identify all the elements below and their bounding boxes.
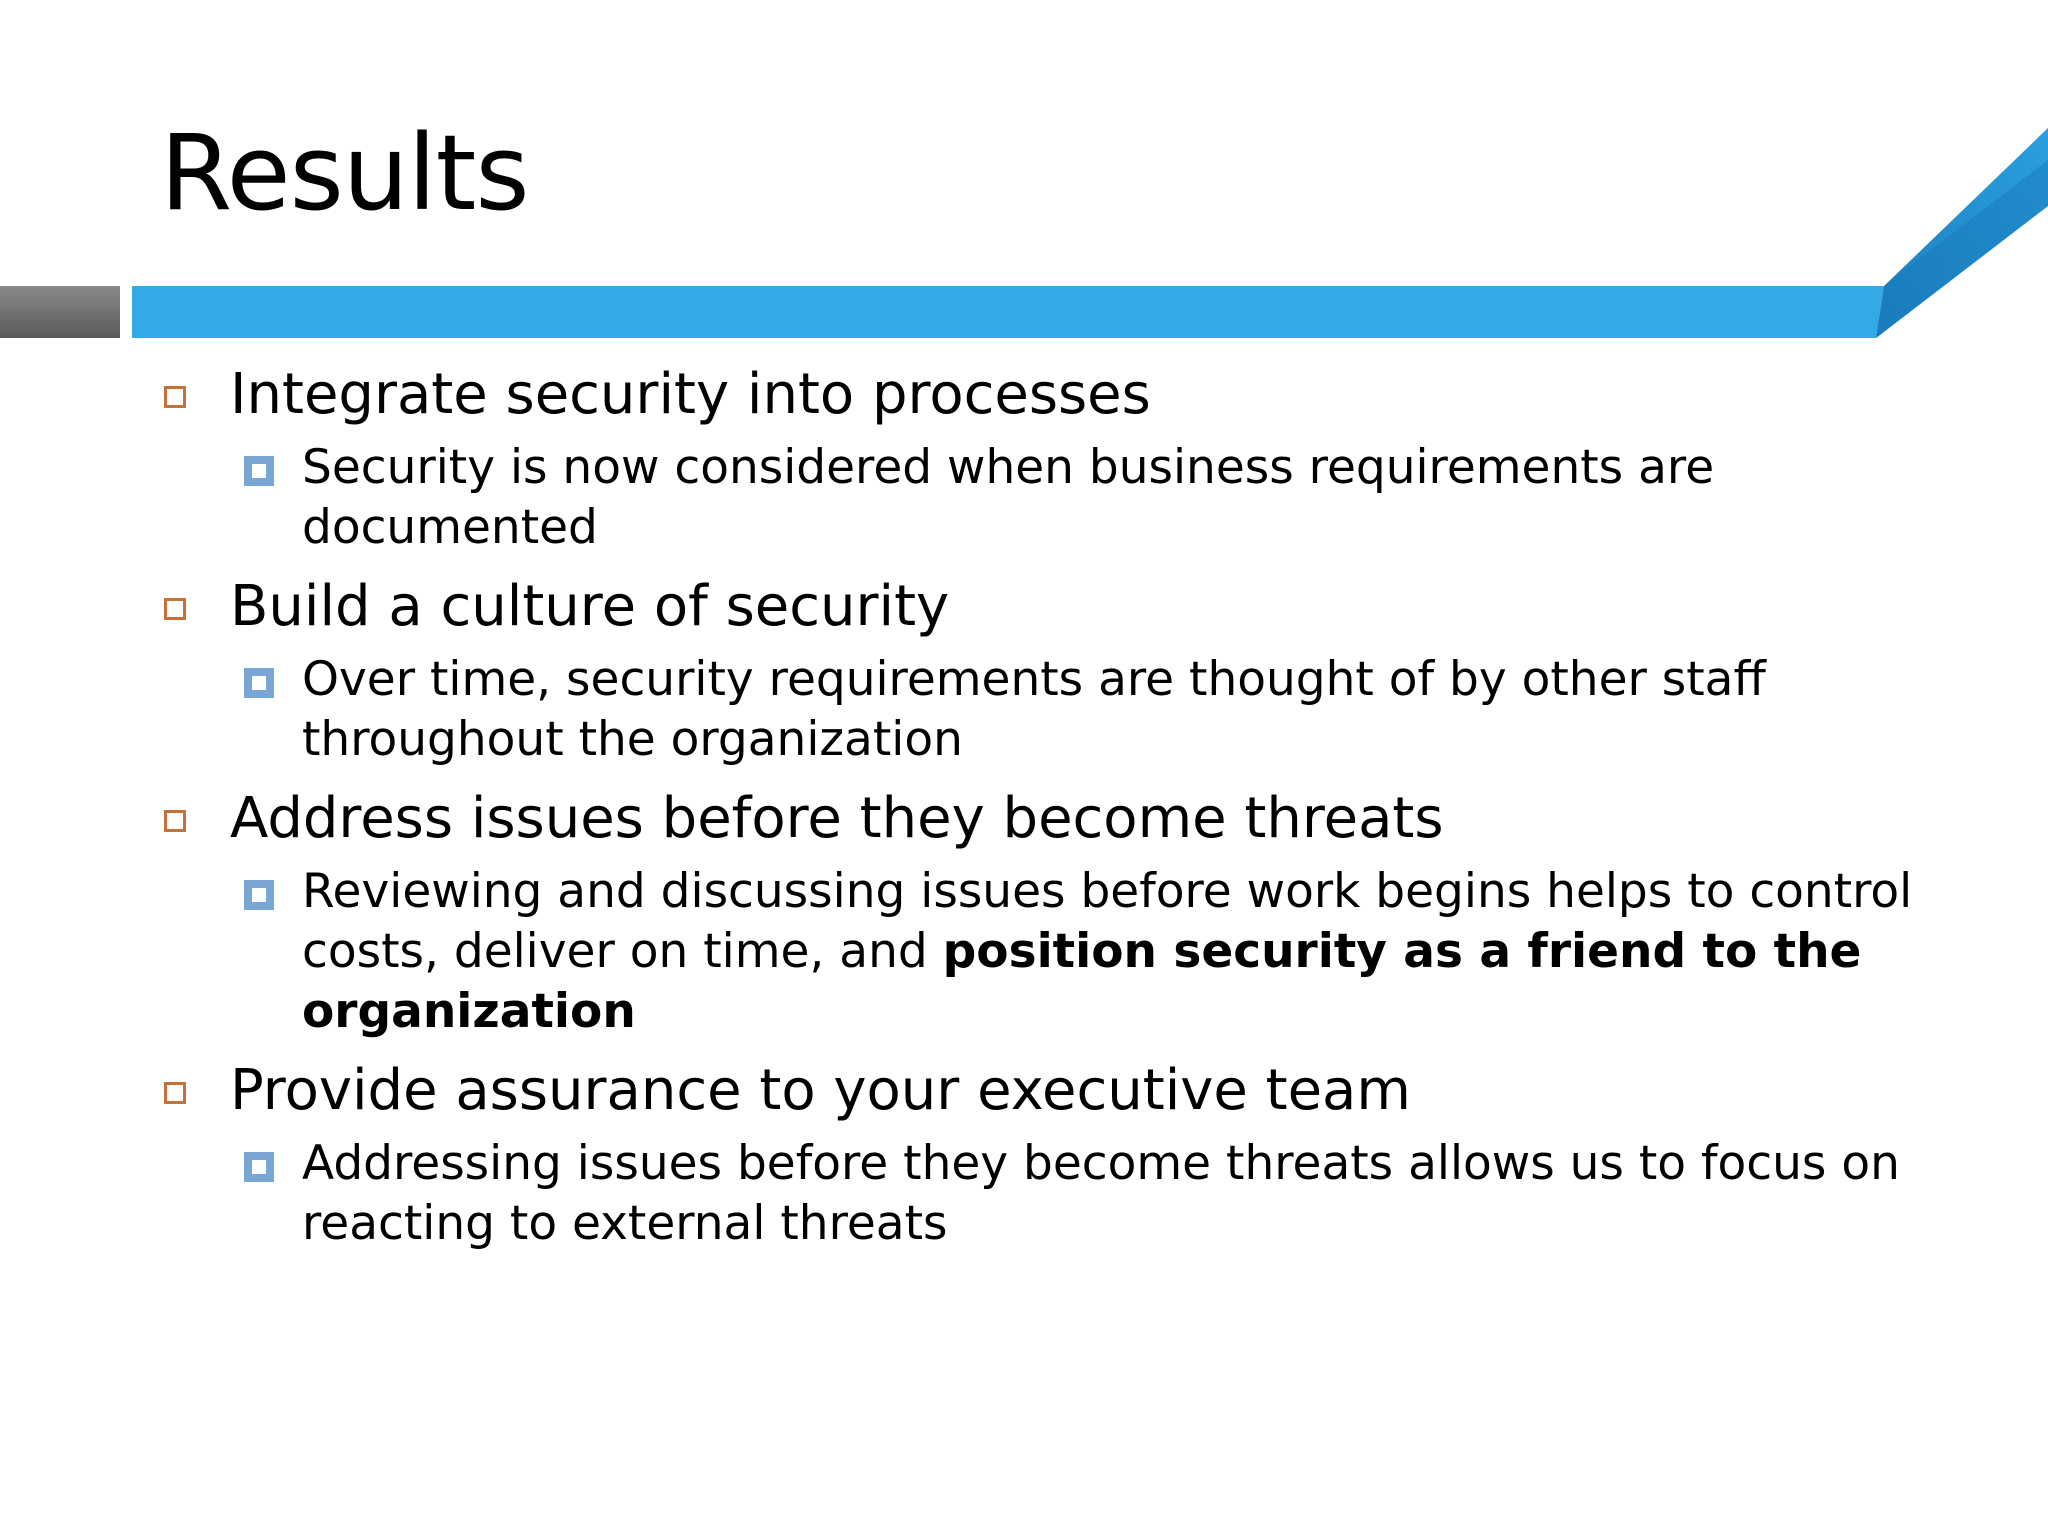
blue-accent-tail-shade (1876, 160, 2048, 338)
square-bullet-icon (164, 598, 186, 620)
sub-bullet-plain-text: Reviewing and discussing issues before work begins helps to control costs, deliver on time, and (302, 864, 1913, 979)
bullet-item (160, 1056, 1960, 1126)
square-bullet-icon (164, 1082, 186, 1104)
filled-square-bullet-icon (244, 880, 274, 910)
bullet-item (160, 784, 1960, 854)
sub-bullet-plain-text: Over time, security requirements are thought of by other staff throughout the organization (302, 652, 1766, 767)
square-bullet-icon (164, 810, 186, 832)
bullet-list (160, 360, 1960, 1268)
bullet-text: Integrate security into processes (230, 362, 1151, 427)
bullet-item (160, 572, 1960, 642)
bullet-text: Address issues before they become threats (230, 786, 1444, 851)
blue-accent-bar (132, 286, 1884, 338)
sub-bullet-plain-text: Addressing issues before they become threats allows us to focus on reacting to external threats (302, 1136, 1900, 1251)
sub-bullet-item (160, 438, 1960, 558)
sub-bullet-item (160, 650, 1960, 770)
filled-square-bullet-icon (244, 668, 274, 698)
sub-bullet-text (302, 862, 1960, 1042)
filled-square-bullet-icon (244, 456, 274, 486)
bullet-text: Build a culture of security (230, 574, 950, 639)
filled-square-bullet-icon (244, 1152, 274, 1182)
sub-bullet-item (160, 1134, 1960, 1254)
bullet-text: Provide assurance to your executive team (230, 1058, 1411, 1123)
sub-bullet-item (160, 862, 1960, 1042)
bullet-item (160, 360, 1960, 430)
sub-bullet-bold-text: position security as a friend to the organization (302, 924, 1862, 1039)
sub-bullet-text (302, 1134, 1960, 1254)
slide-title: Results (160, 112, 529, 234)
sub-bullet-text (302, 438, 1960, 558)
square-bullet-icon (164, 386, 186, 408)
sub-bullet-plain-text: Security is now considered when business requirements are documented (302, 440, 1715, 555)
sub-bullet-text (302, 650, 1960, 770)
